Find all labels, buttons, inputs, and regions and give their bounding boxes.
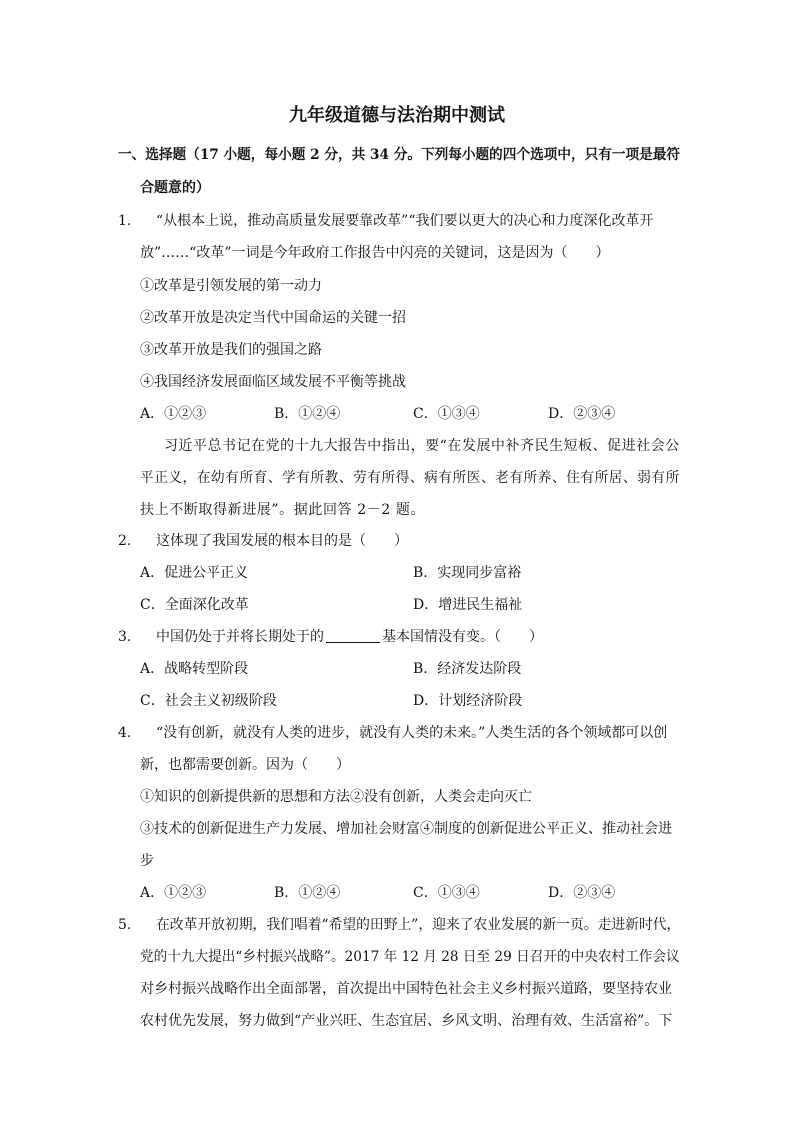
q1-item-4: ④我国经济发展面临区域发展不平衡等挑战 — [140, 374, 406, 390]
material-line2: 平正义，在幼有所育、学有所教、劳有所得、病有所医、老有所养、住有所居、弱有所 — [140, 470, 680, 486]
q3-option-c[interactable]: C．社会主义初级阶段 — [140, 693, 277, 709]
q5-stem-line3: 对乡村振兴战略作出全面部署，首次提出中国特色社会主义乡村振兴道路，要坚持农业 — [140, 981, 672, 997]
q5-stem-line1: 在改革开放初期，我们唱着“希望的田野上”，迎来了农业发展的新一页。走进新时代， — [156, 917, 681, 933]
q1-item-1: ①改革是引领发展的第一动力 — [140, 278, 322, 294]
q2-number: 2. — [118, 533, 132, 549]
q3-stem-part1: 中国仍处于并将长期处于的 — [156, 629, 324, 645]
page-title: 九年级道德与法治期中测试 — [289, 105, 505, 126]
q2-option-d[interactable]: D．增进民生福祉 — [413, 597, 523, 613]
q4-option-c[interactable]: C．①③④ — [413, 885, 480, 901]
q2-option-a[interactable]: A．促进公平正义 — [140, 565, 249, 581]
q5-stem-line4: 农村优先发展，努力做到“产业兴旺、生态宜居、乡风文明、治理有效、生活富裕”。下 — [140, 1013, 673, 1029]
material-line1: 习近平总书记在党的十九大报告中指出，要“在发展中补齐民生短板、促进社会公 — [164, 438, 680, 454]
q4-option-a[interactable]: A．①②③ — [140, 885, 207, 901]
q3-number: 3. — [118, 629, 132, 645]
material-line3: 扶上不断取得新进展”。据此回答 2－2 题。 — [140, 502, 426, 518]
q3-stem-part2: 基本国情没有变。（ ） — [382, 629, 543, 645]
q4-items-line1: ①知识的创新提供新的思想和方法②没有创新，人类会走向灭亡 — [140, 789, 532, 805]
q4-option-d[interactable]: D．②③④ — [548, 885, 616, 901]
q1-stem-line1: “从根本上说，推动高质量发展要靠改革”“我们要以更大的决心和力度深化改革开 — [156, 213, 654, 229]
q3-option-a[interactable]: A．战略转型阶段 — [140, 661, 249, 677]
q1-item-2: ②改革开放是决定当代中国命运的关键一招 — [140, 310, 406, 326]
q1-item-3: ③改革开放是我们的强国之路 — [140, 342, 322, 358]
q3-option-b[interactable]: B．经济发达阶段 — [413, 661, 522, 677]
q1-number: 1. — [118, 213, 132, 229]
q4-option-b[interactable]: B．①②④ — [274, 885, 341, 901]
q4-items-line3: 步 — [140, 853, 154, 869]
q2-option-b[interactable]: B．实现同步富裕 — [413, 565, 522, 581]
q4-items-line2: ③技术的创新促进生产力发展、增加社会财富④制度的创新促进公平正义、推动社会进 — [140, 821, 672, 837]
q5-number: 5. — [118, 917, 132, 933]
q3-blank — [326, 628, 380, 643]
section-heading-cont: 合题意的） — [140, 180, 210, 196]
q1-option-a[interactable]: A．①②③ — [140, 406, 207, 422]
q2-stem: 这体现了我国发展的根本目的是（ ） — [156, 533, 408, 549]
q4-number: 4. — [118, 725, 132, 741]
q2-option-c[interactable]: C．全面深化改革 — [140, 597, 249, 613]
section-heading: 一、选择题（17 小题，每小题 2 分，共 34 分。下列每小题的四个选项中，只有一项是最符 — [118, 147, 681, 163]
q3-option-d[interactable]: D．计划经济阶段 — [413, 693, 523, 709]
q4-stem-line2: 新，也都需要创新。因为（ ） — [140, 757, 350, 773]
q1-stem-line2: 放”……“改革”一词是今年政府工作报告中闪亮的关键词，这是因为（ ） — [140, 245, 610, 261]
q4-stem-line1: “没有创新，就没有人类的进步，就没有人类的未来。”人类生活的各个领域都可以创 — [156, 725, 668, 741]
q3-stem — [156, 627, 543, 647]
q1-option-d[interactable]: D．②③④ — [548, 406, 616, 422]
q1-option-c[interactable]: C．①③④ — [413, 406, 480, 422]
q5-stem-line2: 党的十九大提出“乡村振兴战略”。2017 年 12 月 28 日至 29 日召开的中央农村工作会议 — [140, 949, 680, 965]
q1-option-b[interactable]: B．①②④ — [274, 406, 341, 422]
